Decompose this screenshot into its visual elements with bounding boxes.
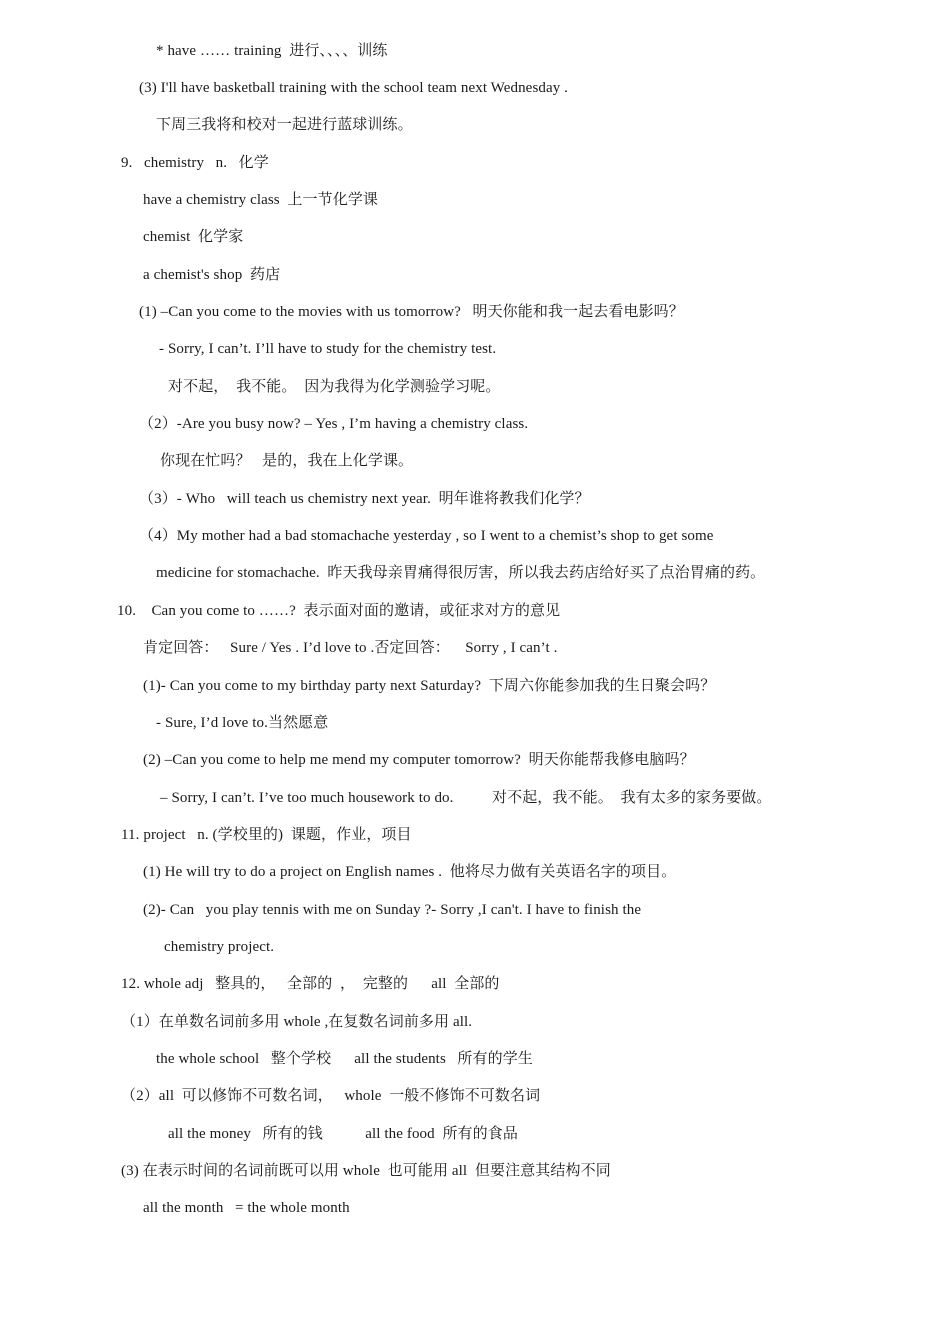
text-line: (3) I'll have basketball training with the school team next Wednesday . bbox=[139, 80, 569, 96]
text-line: (2)- Can you play tennis with me on Sunday ?- Sorry ,I can't. I have to finish the bbox=[143, 902, 642, 918]
text-line: （2）all 可以修饰不可数名词， whole 一般不修饰不可数名词 bbox=[121, 1088, 541, 1104]
text-line: a chemist's shop 药店 bbox=[143, 267, 281, 283]
text-line: – Sorry, I can’t. I’ve too much housework to do. 对不起，我不能。 我有太多的家务要做。 bbox=[160, 790, 772, 806]
text-line: all the month = the whole month bbox=[143, 1200, 350, 1216]
text-line: 你现在忙吗？ 是的，我在上化学课。 bbox=[160, 453, 414, 469]
section-heading: 11. project n. (学校里的) 课题，作业，项目 bbox=[121, 827, 412, 843]
section-heading: 12. whole adj 整具的， 全部的 ， 完整的 all 全部的 bbox=[121, 976, 500, 992]
text-line: (1) –Can you come to the movies with us tomorrow? 明天你能和我一起去看电影吗？ bbox=[139, 304, 684, 320]
section-heading: 9. chemistry n. 化学 bbox=[121, 155, 269, 171]
text-line: the whole school 整个学校 all the students 所有的学生 bbox=[156, 1051, 533, 1067]
text-line: 下周三我将和校对一起进行蓝球训练。 bbox=[156, 117, 413, 133]
text-line: (2) –Can you come to help me mend my computer tomorrow? 明天你能帮我修电脑吗？ bbox=[143, 752, 695, 768]
section-heading: 10. Can you come to ……? 表示面对面的邀请，或征求对方的意见 bbox=[117, 603, 561, 619]
text-line: 肯定回答： Sure / Yes . I’d love to .否定回答： Sorry , I can’t . bbox=[143, 640, 558, 656]
text-line: （2）-Are you busy now? – Yes , I’m having a chemistry class. bbox=[139, 416, 529, 432]
text-line: 对不起， 我不能。 因为我得为化学测验学习呢。 bbox=[168, 379, 501, 395]
text-line: - Sure, I’d love to.当然愿意 bbox=[156, 715, 329, 731]
text-line: - Sorry, I can’t. I’ll have to study for the chemistry test. bbox=[159, 341, 497, 357]
text-line: (3) 在表示时间的名词前既可以用 whole 也可能用 all 但要注意其结构不同 bbox=[121, 1163, 611, 1179]
text-line: （1）在单数名词前多用 whole ,在复数名词前多用 all. bbox=[121, 1014, 473, 1030]
text-line: medicine for stomachache. 昨天我母亲胃痛得很厉害，所以我去药店给好买了点治胃痛的药。 bbox=[156, 565, 766, 581]
text-line: have a chemistry class 上一节化学课 bbox=[143, 192, 379, 208]
text-line: （4）My mother had a bad stomachache yesterday , so I went to a chemist’s shop to get some bbox=[139, 528, 714, 544]
text-line: * have …… training 进行、、、、训练 bbox=[156, 43, 388, 59]
text-line: （3）- Who will teach us chemistry next year. 明年谁将教我们化学？ bbox=[139, 491, 590, 507]
text-line: chemist 化学家 bbox=[143, 229, 244, 245]
text-line: chemistry project. bbox=[164, 939, 275, 955]
text-line: (1)- Can you come to my birthday party next Saturday? 下周六你能参加我的生日聚会吗？ bbox=[143, 678, 716, 694]
text-line: all the money 所有的钱 all the food 所有的食品 bbox=[168, 1126, 518, 1142]
text-line: (1) He will try to do a project on English names . 他将尽力做有关英语名字的项目。 bbox=[143, 864, 677, 880]
